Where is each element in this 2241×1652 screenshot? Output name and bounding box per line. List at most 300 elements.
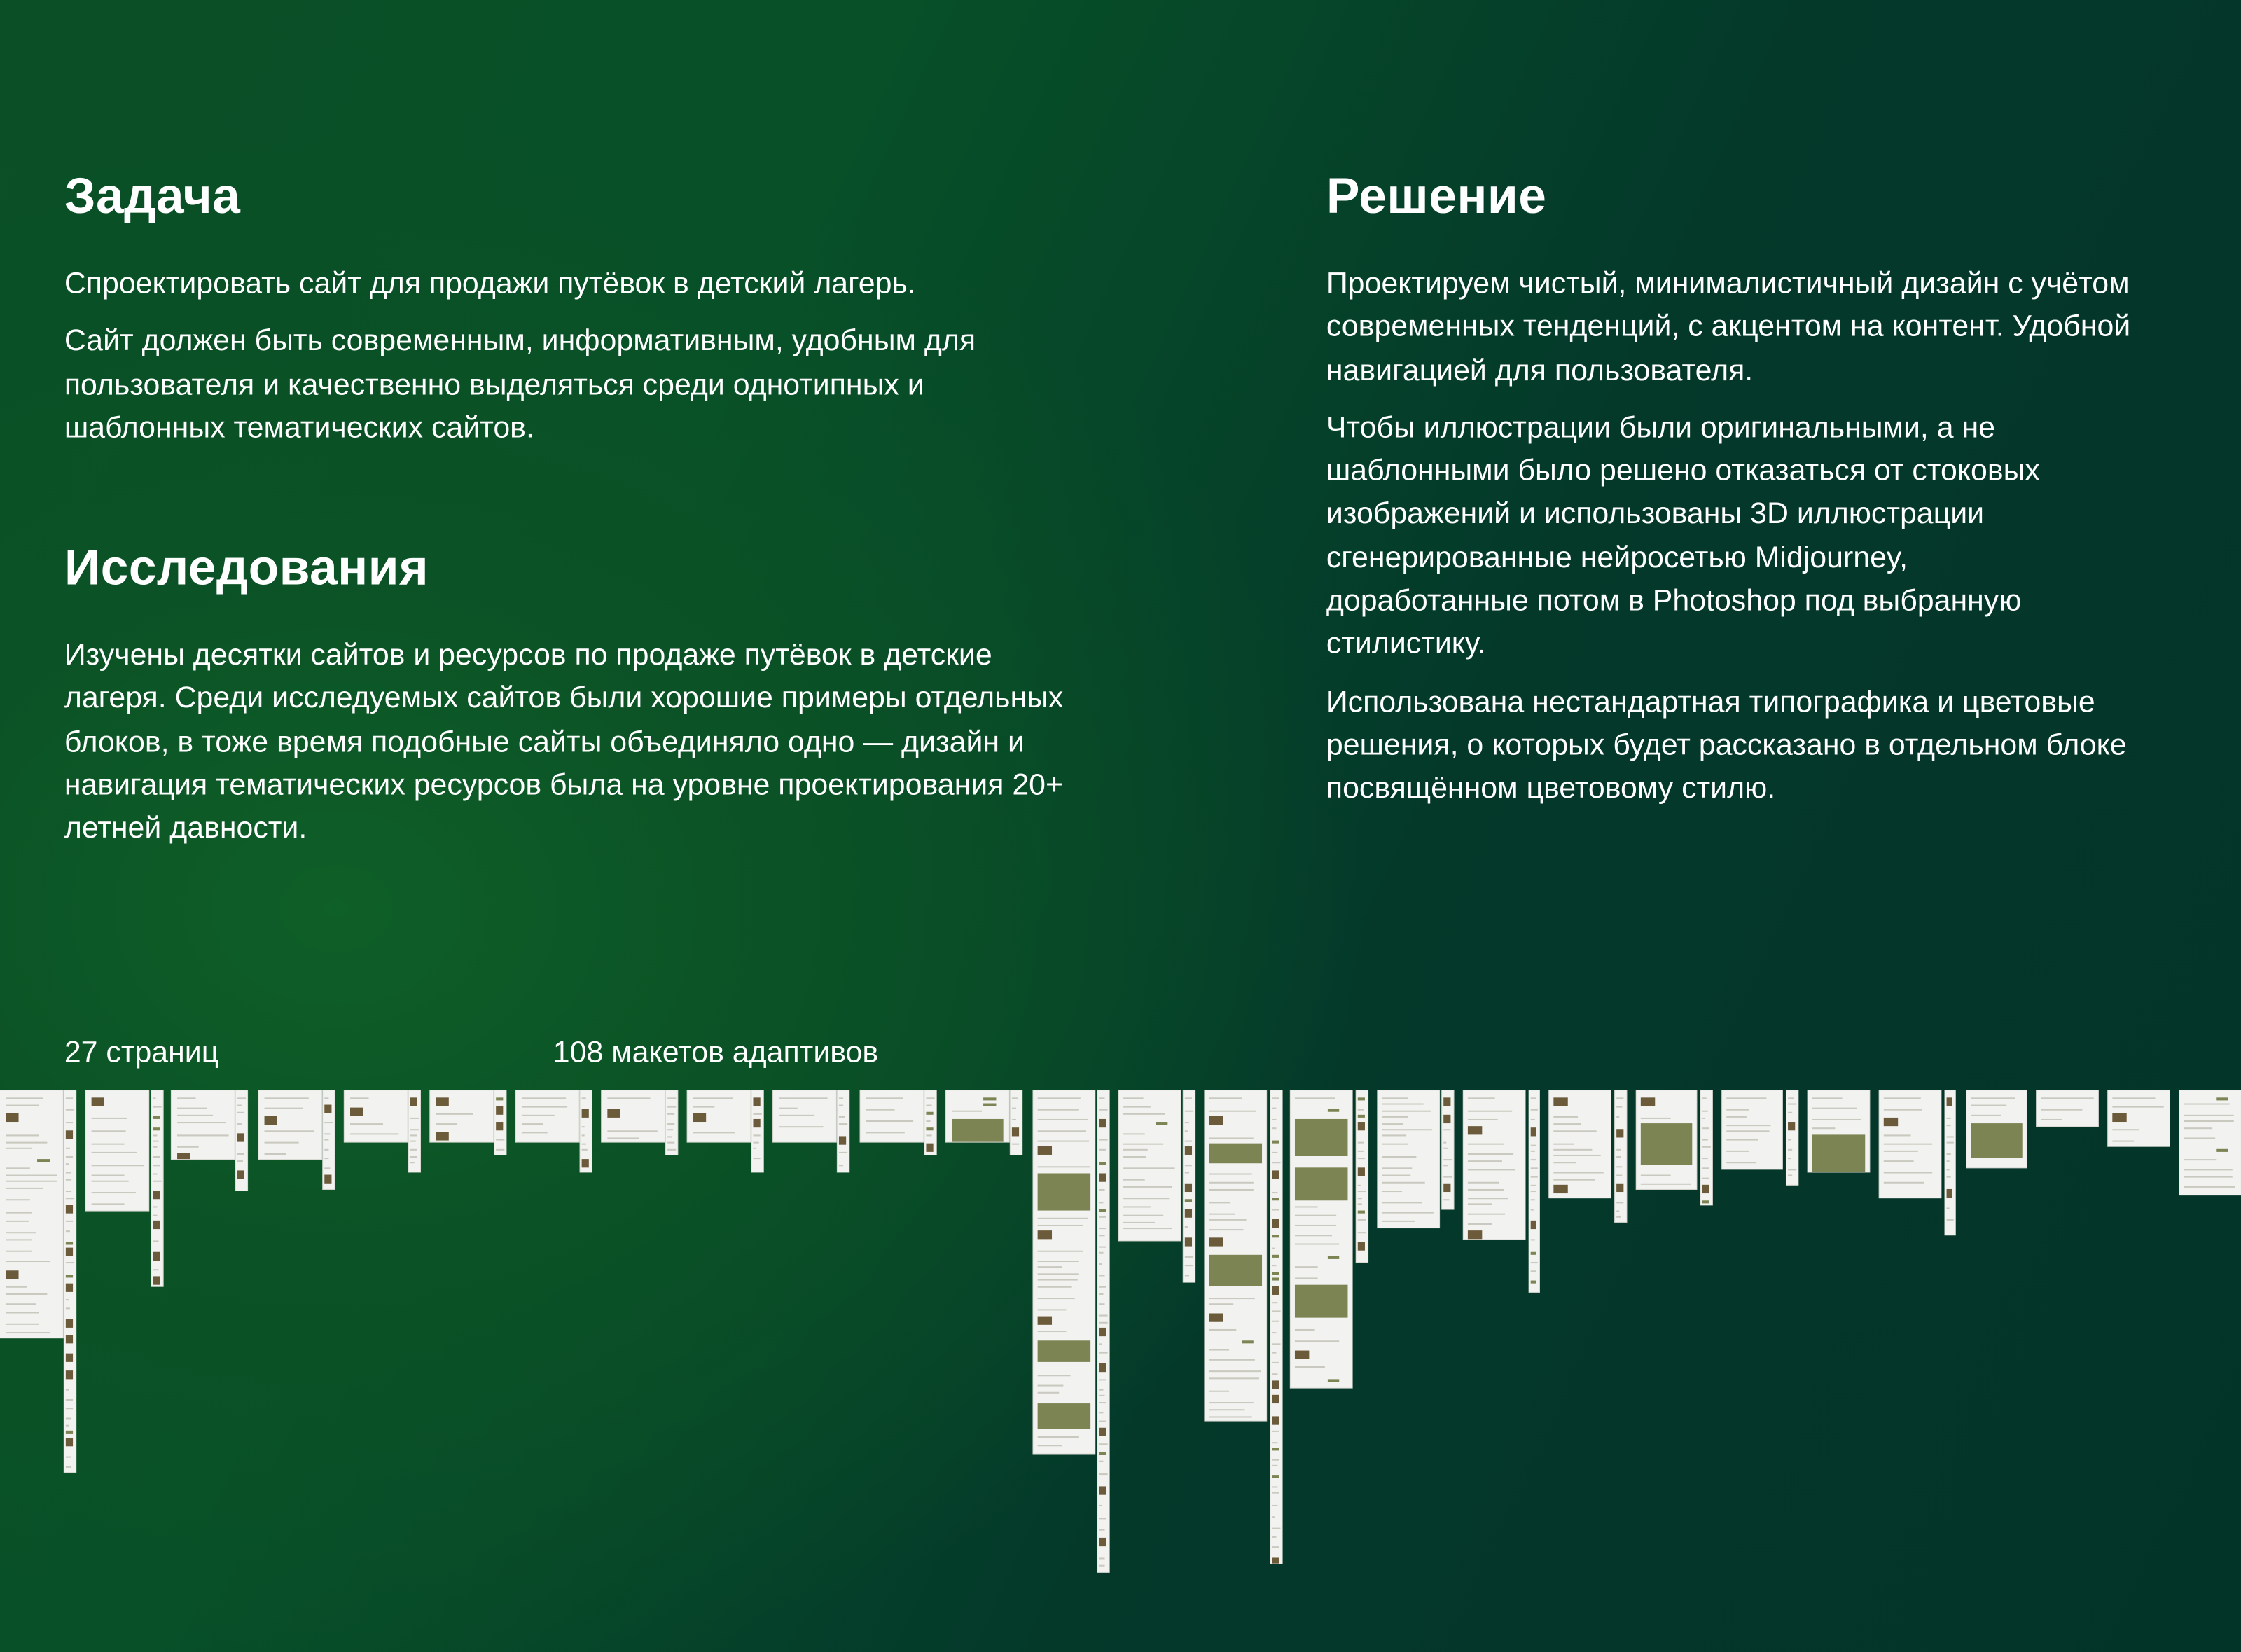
thumbnail-detail [1209, 1110, 1256, 1111]
thumbnail-detail [410, 1141, 415, 1142]
thumbnail-detail [1554, 1130, 1597, 1131]
thumbnail-detail [1443, 1141, 1447, 1143]
thumbnail-detail [1272, 1198, 1279, 1200]
thumbnail-detail [1787, 1169, 1796, 1171]
thumbnail-detail [65, 1424, 69, 1426]
desktop-layout-thumbnail [946, 1090, 1009, 1141]
thumbnail-detail [1124, 1207, 1150, 1208]
thumbnail-detail [1787, 1175, 1792, 1176]
thumbnail-detail [1443, 1198, 1449, 1200]
thumbnail-detail [1382, 1181, 1425, 1183]
thumbnail-detail [1272, 1476, 1279, 1478]
thumbnail-detail [1702, 1146, 1711, 1148]
thumbnail-detail [753, 1135, 760, 1137]
thumbnail-detail [693, 1097, 733, 1099]
thumbnail-detail [1039, 1436, 1078, 1438]
thumbnail-detail [1099, 1395, 1105, 1396]
thumbnail-detail [753, 1158, 761, 1159]
thumbnail-detail [1946, 1169, 1950, 1170]
thumbnail-detail [65, 1205, 73, 1213]
thumbnail-detail [1971, 1123, 2022, 1158]
thumbnail-detail [153, 1106, 162, 1107]
thumbnail-detail [1209, 1408, 1245, 1410]
thumbnail-detail [1787, 1097, 1794, 1099]
mobile-layout-thumbnail [1097, 1090, 1109, 1572]
desktop-layout-thumbnail [1378, 1090, 1439, 1228]
thumbnail-detail [1382, 1202, 1422, 1203]
thumbnail-detail [1099, 1293, 1103, 1295]
thumbnail-detail [5, 1232, 36, 1233]
thumbnail-detail [435, 1132, 449, 1140]
thumbnail-detail [495, 1148, 504, 1150]
thumbnail-detail [237, 1161, 244, 1162]
thumbnail-detail [176, 1134, 228, 1136]
thumbnail-detail [1099, 1557, 1104, 1559]
mobile-layout-thumbnail [1945, 1090, 1955, 1235]
desktop-layout-thumbnail [345, 1090, 408, 1141]
desktop-layout-thumbnail [2179, 1090, 2241, 1195]
thumbnail-detail [91, 1130, 126, 1132]
desktop-layout-thumbnail [430, 1090, 493, 1141]
thumbnail-detail [5, 1104, 39, 1106]
pages-count: 27 страниц [64, 1036, 219, 1069]
thumbnail-detail [1296, 1234, 1333, 1235]
thumbnail-detail [1702, 1127, 1709, 1129]
thumbnail-detail [237, 1123, 242, 1125]
thumbnail-detail [1272, 1396, 1279, 1404]
thumbnail-detail [65, 1408, 73, 1409]
thumbnail-detail [838, 1104, 844, 1106]
thumbnail-detail [1099, 1427, 1106, 1436]
thumbnail-detail [2113, 1113, 2126, 1121]
thumbnail-detail [1099, 1461, 1104, 1462]
thumbnail-detail [753, 1113, 763, 1115]
thumbnail-detail [1272, 1527, 1280, 1529]
thumbnail-detail [5, 1198, 29, 1200]
thumbnail-detail [1327, 1109, 1340, 1111]
thumbnail-detail [1209, 1390, 1228, 1391]
thumbnail-detail [1616, 1175, 1622, 1176]
thumbnail-detail [1184, 1237, 1192, 1246]
thumbnail-detail [1011, 1128, 1019, 1137]
thumbnail-detail [237, 1153, 244, 1154]
thumbnail-detail [1272, 1140, 1279, 1143]
thumbnail-detail [1554, 1172, 1604, 1173]
desktop-layout-thumbnail [688, 1090, 751, 1141]
thumbnail-detail [2184, 1186, 2235, 1188]
thumbnail-detail [2113, 1129, 2139, 1130]
thumbnail-detail [1443, 1097, 1450, 1106]
thumbnail-detail [1039, 1251, 1084, 1253]
desktop-layout-thumbnail [1880, 1090, 1941, 1198]
thumbnail-detail [1209, 1174, 1251, 1175]
thumbnail-detail [495, 1139, 504, 1141]
thumbnail-detail [1554, 1179, 1594, 1180]
solution-paragraph: Использована нестандартная типографика и цветовые решения, о которых будет рассказано в отдельном блоке посвящённом цветовому стилю. [1326, 685, 2127, 805]
thumbnail-detail [693, 1113, 707, 1121]
thumbnail-detail [65, 1164, 69, 1165]
thumbnail-detail [1099, 1506, 1102, 1507]
thumbnail-detail [1099, 1328, 1106, 1337]
thumbnail-detail [521, 1123, 543, 1125]
thumbnail-detail [237, 1112, 244, 1113]
thumbnail-detail [5, 1168, 30, 1169]
thumbnail-detail [1272, 1516, 1275, 1518]
thumbnail-detail [1382, 1156, 1416, 1158]
thumbnail-detail [5, 1331, 50, 1333]
thumbnail-detail [1039, 1166, 1090, 1167]
thumbnail-detail [926, 1104, 932, 1106]
thumbnail-detail [926, 1121, 931, 1123]
thumbnail-detail [1099, 1173, 1106, 1181]
desktop-layout-thumbnail [1033, 1090, 1095, 1453]
thumbnail-detail [1272, 1209, 1279, 1211]
thumbnail-detail [1727, 1162, 1756, 1163]
thumbnail-detail [1124, 1156, 1146, 1158]
thumbnail-detail [1813, 1108, 1857, 1109]
thumbnail-detail [5, 1212, 32, 1213]
thumbnail-detail [521, 1106, 567, 1108]
thumbnail-detail [1616, 1183, 1623, 1191]
thumbnail-detail [984, 1104, 997, 1106]
thumbnail-detail [581, 1134, 585, 1136]
desktop-layout-thumbnail [861, 1090, 924, 1141]
thumbnail-detail [2184, 1159, 2217, 1160]
desktop-layout-thumbnail [773, 1090, 836, 1141]
thumbnail-detail [778, 1115, 814, 1116]
thumbnail-detail [951, 1120, 1004, 1142]
thumbnail-detail [1443, 1165, 1448, 1167]
thumbnail-detail [1209, 1377, 1258, 1379]
thumbnail-detail [1946, 1219, 1953, 1221]
thumbnail-detail [1296, 1167, 1347, 1200]
thumbnail-detail [5, 1238, 32, 1240]
thumbnail-detail [2184, 1114, 2233, 1116]
thumbnail-detail [1382, 1104, 1423, 1105]
thumbnail-detail [1124, 1113, 1165, 1114]
thumbnail-detail [1039, 1341, 1090, 1362]
thumbnail-detail [1469, 1214, 1505, 1216]
thumbnail-detail [153, 1181, 162, 1182]
thumbnail-detail [153, 1206, 158, 1207]
thumbnail-detail [1702, 1117, 1706, 1118]
thumbnail-detail [153, 1134, 158, 1135]
mobile-layout-thumbnail [323, 1090, 334, 1189]
thumbnail-detail [1209, 1359, 1255, 1361]
thumbnail-detail [91, 1203, 125, 1205]
desktop-layout-thumbnail [2108, 1090, 2170, 1146]
thumbnail-detail [1382, 1175, 1410, 1176]
thumbnail-detail [1702, 1140, 1708, 1141]
mobile-layout-thumbnail [838, 1090, 849, 1172]
thumbnail-detail [838, 1123, 847, 1125]
thumbnail-detail [1530, 1167, 1539, 1169]
solution-paragraph: Чтобы иллюстрации были оригинальными, а не шаблонными было решено отказаться от стоковых изображений и использованы 3D иллюстрации сгенерированные нейросетью Midjourney, доработанные потом в Photoshop под выбранную стилистику. [1326, 411, 2040, 661]
thumbnail-detail [1702, 1097, 1706, 1099]
thumbnail-detail [410, 1118, 418, 1119]
thumbnail-detail [1184, 1110, 1193, 1111]
thumbnail-detail [926, 1134, 932, 1136]
thumbnail-detail [1124, 1198, 1169, 1199]
thumbnail-detail [1702, 1185, 1709, 1193]
thumbnail-detail [1530, 1119, 1535, 1120]
task-paragraph: Сайт должен быть современным, информативным, удобным для пользователя и качественно выделяться среди однотипных и шаблонных тематических сайтов. [64, 324, 976, 445]
thumbnail-detail [65, 1191, 71, 1192]
thumbnail-detail [65, 1220, 73, 1221]
thumbnail-detail [1272, 1301, 1279, 1303]
thumbnail-detail [1272, 1097, 1280, 1099]
thumbnail-detail [667, 1141, 674, 1143]
thumbnail-detail [5, 1261, 50, 1262]
desktop-layout-thumbnail [2037, 1090, 2098, 1126]
thumbnail-detail [1616, 1148, 1620, 1150]
thumbnail-detail [410, 1149, 417, 1151]
thumbnail-detail [1946, 1154, 1950, 1155]
thumbnail-detail [65, 1418, 71, 1420]
thumbnail-detail [1039, 1130, 1087, 1132]
thumbnail-detail [1946, 1160, 1950, 1162]
thumbnail-detail [1530, 1221, 1537, 1229]
thumbnail-detail [1209, 1402, 1254, 1403]
thumbnail-detail [1124, 1215, 1163, 1216]
thumbnail-detail [65, 1263, 74, 1264]
mobile-layout-thumbnail [751, 1090, 763, 1172]
thumbnail-detail [1099, 1190, 1104, 1191]
thumbnail-detail [1272, 1352, 1277, 1353]
thumbnail-detail [521, 1097, 565, 1099]
thumbnail-detail [1099, 1443, 1109, 1445]
thumbnail-detail [153, 1146, 158, 1147]
thumbnail-detail [1469, 1169, 1515, 1170]
thumbnail-detail [1946, 1125, 1951, 1126]
thumbnail-detail [1727, 1109, 1750, 1111]
thumbnail-detail [324, 1174, 331, 1183]
thumbnail-detail [1642, 1118, 1670, 1119]
thumbnail-detail [1443, 1147, 1448, 1148]
thumbnail-detail [176, 1097, 196, 1099]
thumbnail-detail [778, 1097, 828, 1099]
thumbnail-detail [65, 1148, 70, 1149]
thumbnail-detail [778, 1108, 798, 1109]
thumbnail-detail [153, 1097, 156, 1099]
thumbnail-detail [1099, 1109, 1107, 1111]
thumbnail-detail [1099, 1263, 1103, 1265]
thumbnail-detail [667, 1136, 672, 1137]
thumbnail-detail [1272, 1431, 1280, 1433]
thumbnail-detail [1554, 1097, 1567, 1106]
thumbnail-detail [1124, 1179, 1145, 1181]
thumbnail-detail [1124, 1149, 1147, 1151]
thumbnail-detail [5, 1148, 32, 1149]
thumbnail-detail [581, 1149, 588, 1151]
thumbnail-detail [1272, 1247, 1275, 1249]
thumbnail-detail [1787, 1139, 1791, 1141]
thumbnail-detail [1382, 1144, 1407, 1145]
thumbnail-detail [1702, 1168, 1709, 1169]
desktop-layout-thumbnail [1119, 1090, 1181, 1240]
thumbnail-detail [1039, 1316, 1052, 1324]
thumbnail-detail [153, 1164, 160, 1165]
thumbnail-detail [926, 1143, 934, 1151]
thumbnail-detail [1530, 1159, 1536, 1160]
thumbnail-detail [1011, 1097, 1018, 1099]
solution-paragraph: Проектируем чистый, минималистичный дизайн с учётом современных тенденций, с акцентом на контент. Удобной навигацией для пользователя. [1326, 267, 2131, 387]
thumbnail-detail [65, 1242, 72, 1245]
thumbnail-detail [1616, 1210, 1619, 1212]
thumbnail-detail [1813, 1119, 1861, 1120]
thumbnail-detail [1272, 1492, 1280, 1494]
mobile-layout-thumbnail [409, 1090, 420, 1172]
mobile-layout-thumbnail [1184, 1090, 1195, 1282]
thumbnail-detail [153, 1191, 160, 1199]
thumbnail-detail [264, 1142, 298, 1144]
thumbnail-detail [324, 1122, 333, 1123]
thumbnail-detail [1242, 1341, 1254, 1344]
thumbnail-detail [2184, 1121, 2234, 1123]
thumbnail-detail [1209, 1220, 1246, 1221]
thumbnail-detail [984, 1097, 997, 1100]
thumbnail-detail [1469, 1144, 1504, 1145]
task-section [64, 169, 1151, 450]
thumbnail-detail [65, 1300, 69, 1301]
thumbnail-detail [2184, 1138, 2216, 1139]
mobile-layout-thumbnail [581, 1090, 592, 1172]
desktop-layout-thumbnail [1808, 1090, 1870, 1172]
thumbnail-detail [667, 1149, 676, 1151]
thumbnail-detail [1272, 1466, 1277, 1467]
thumbnail-detail [1209, 1202, 1231, 1203]
thumbnail-detail [1382, 1221, 1415, 1222]
thumbnail-detail [1099, 1149, 1106, 1151]
thumbnail-detail [1296, 1286, 1347, 1317]
thumbnail-detail [2041, 1109, 2082, 1111]
thumbnail-detail [1382, 1190, 1401, 1191]
mobile-layout-thumbnail [666, 1090, 677, 1155]
mobile-layout-thumbnail [1615, 1090, 1626, 1222]
thumbnail-detail [2216, 1097, 2229, 1100]
thumbnail-detail [1124, 1106, 1151, 1108]
thumbnail-detail [1124, 1097, 1143, 1099]
thumbnail-detail [91, 1181, 129, 1183]
thumbnail-detail [2184, 1104, 2230, 1105]
thumbnail-detail [153, 1252, 160, 1261]
thumbnail-detail [1099, 1421, 1106, 1422]
thumbnail-detail [1382, 1167, 1413, 1169]
thumbnail-detail [1787, 1111, 1791, 1113]
thumbnail-detail [1971, 1116, 2001, 1117]
thumbnail-detail [1039, 1273, 1080, 1275]
thumbnail-detail [91, 1153, 137, 1154]
thumbnail-detail [153, 1127, 160, 1130]
thumbnail-detail [1357, 1143, 1363, 1144]
thumbnail-detail [1946, 1142, 1955, 1144]
thumbnail-detail [866, 1097, 904, 1099]
thumbnail-detail [1530, 1144, 1536, 1146]
thumbnail-detail [1099, 1275, 1105, 1276]
thumbnail-detail [1272, 1152, 1278, 1153]
thumbnail-detail [65, 1172, 71, 1174]
desktop-layout-thumbnail [1205, 1090, 1266, 1420]
thumbnail-detail [65, 1354, 73, 1362]
thumbnail-detail [1099, 1380, 1106, 1381]
thumbnail-detail [1099, 1403, 1106, 1404]
thumbnail-detail [926, 1127, 933, 1130]
thumbnail-detail [1642, 1123, 1692, 1165]
thumbnail-detail [667, 1113, 674, 1115]
thumbnail-detail [1530, 1151, 1534, 1152]
thumbnail-detail [1272, 1416, 1279, 1424]
thumbnail-detail [1039, 1298, 1074, 1299]
thumbnail-detail [1099, 1209, 1106, 1212]
thumbnail-detail [1530, 1184, 1536, 1186]
thumbnail-detail [838, 1165, 843, 1167]
thumbnail-detail [2041, 1097, 2093, 1099]
thumbnail-detail [1184, 1121, 1189, 1123]
thumbnail-detail [65, 1389, 69, 1390]
thumbnail-detail [1209, 1213, 1235, 1214]
desktop-layout-thumbnail [0, 1090, 63, 1338]
thumbnail-detail [1616, 1097, 1623, 1099]
thumbnail-detail [606, 1130, 658, 1132]
thumbnail-detail [2113, 1141, 2135, 1142]
thumbnail-detail [1039, 1109, 1079, 1111]
thumbnail-detail [1642, 1097, 1655, 1106]
thumbnail-detail [495, 1106, 503, 1114]
thumbnail-detail [1885, 1118, 1898, 1127]
thumbnail-detail [264, 1097, 309, 1099]
thumbnail-detail [1357, 1204, 1361, 1205]
thumbnail-detail [1099, 1565, 1106, 1567]
mobile-layout-thumbnail [1357, 1090, 1368, 1262]
thumbnail-detail [1099, 1120, 1106, 1128]
thumbnail-detail [1946, 1097, 1953, 1106]
thumbnail-detail [1099, 1474, 1109, 1476]
desktop-layout-thumbnail [1722, 1090, 1782, 1169]
thumbnail-detail [1530, 1176, 1537, 1178]
thumbnail-detail [1469, 1182, 1499, 1184]
thumbnail-detail [91, 1143, 124, 1144]
thumbnail-detail [1011, 1119, 1016, 1120]
thumbnail-detail [349, 1108, 363, 1116]
thumbnail-detail [1946, 1189, 1953, 1198]
thumbnail-detail [1099, 1321, 1109, 1323]
thumbnail-detail [951, 1110, 981, 1111]
thumbnail-detail [5, 1134, 38, 1135]
thumbnail-detail [1272, 1271, 1279, 1274]
thumbnail-detail [1357, 1158, 1364, 1159]
mobile-layout-thumbnail [1011, 1090, 1022, 1155]
thumbnail-detail [1272, 1363, 1279, 1364]
thumbnail-detail [1702, 1158, 1709, 1160]
thumbnail-detail [1382, 1111, 1430, 1112]
thumbnail-detail [2113, 1106, 2163, 1107]
thumbnail-detail [1357, 1097, 1364, 1100]
thumbnail-detail [1727, 1097, 1767, 1099]
thumbnail-detail [1616, 1106, 1622, 1108]
thumbnail-detail [1209, 1370, 1261, 1372]
thumbnail-detail [1272, 1459, 1279, 1461]
thumbnail-detail [38, 1158, 50, 1161]
thumbnail-detail [1099, 1097, 1105, 1099]
thumbnail-detail [2184, 1168, 2232, 1169]
thumbnail-detail [264, 1107, 304, 1109]
thumbnail-detail [1357, 1191, 1367, 1193]
thumbnail-detail [65, 1179, 71, 1180]
thumbnail-detail [1272, 1256, 1279, 1258]
thumbnail-detail [1296, 1329, 1314, 1331]
desktop-layout-thumbnail [258, 1090, 321, 1159]
thumbnail-detail [1209, 1314, 1223, 1322]
